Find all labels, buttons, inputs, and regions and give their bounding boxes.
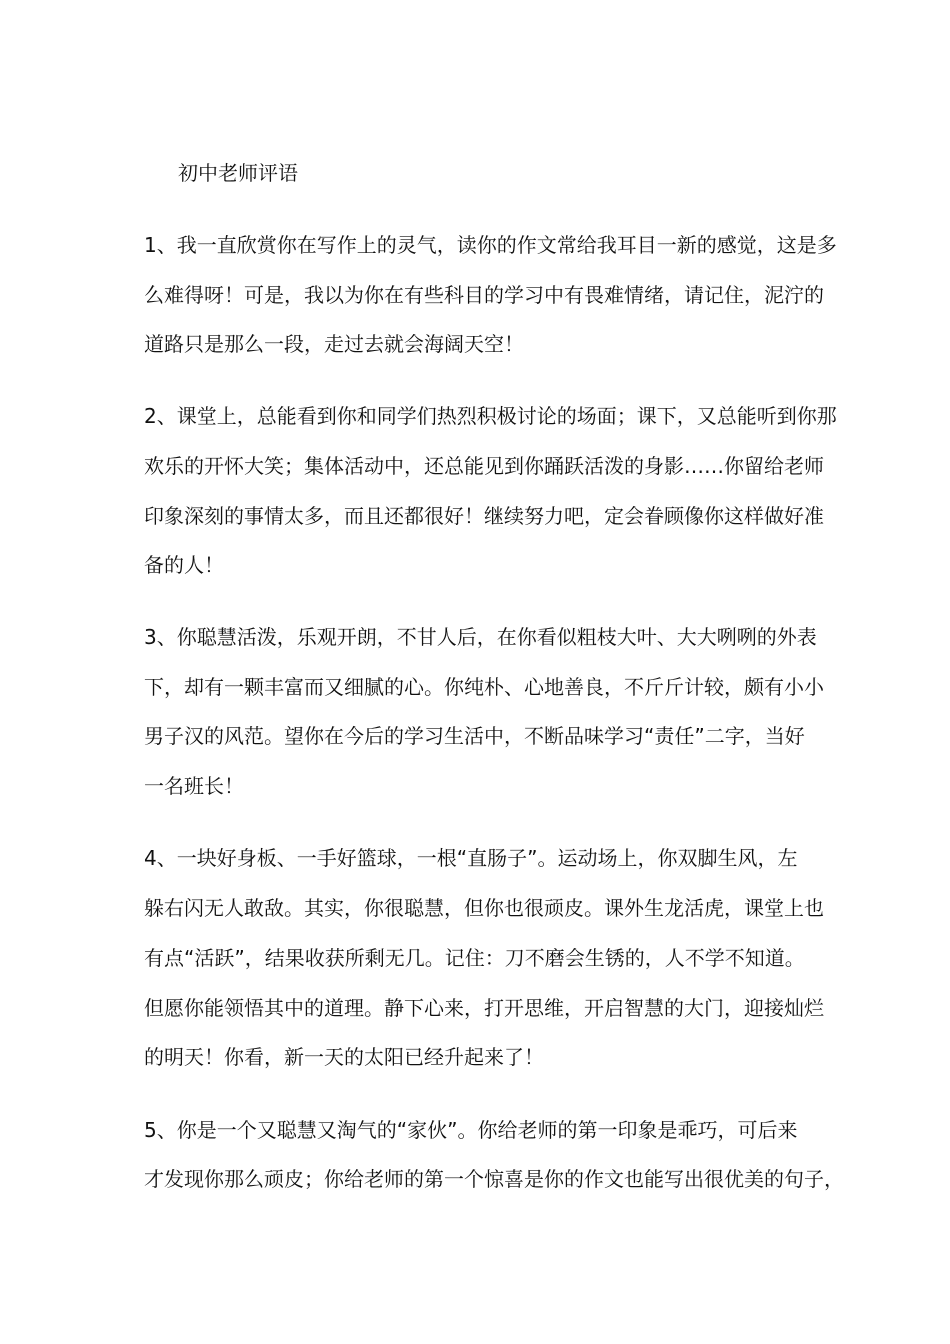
paragraph-1-line-2: 么难得呀！可是，我以为你在有些科目的学习中有畏难情绪，请记住，泥泞的 (144, 283, 824, 307)
paragraph-2-line-3: 印象深刻的事情太多，而且还都很好！继续努力吧，定会眷顾像你这样做好准 (144, 504, 824, 528)
paragraph-4-line-2: 躲右闪无人敢敌。其实，你很聪慧，但你也很顽皮。课外生龙活虎，课堂上也 (144, 896, 824, 920)
paragraph-3-line-1: 3、你聪慧活泼，乐观开朗，不甘人后，在你看似粗枝大叶、大大咧咧的外表 (144, 625, 817, 649)
paragraph-2-line-2: 欢乐的开怀大笑；集体活动中，还总能见到你踊跃活泼的身影……你留给老师 (144, 454, 824, 478)
paragraph-4-line-4: 但愿你能领悟其中的道理。静下心来，打开思维，开启智慧的大门，迎接灿烂 (144, 996, 824, 1020)
paragraph-4-line-5: 的明天！你看，新一天的太阳已经升起来了！ (144, 1045, 544, 1069)
paragraph-3-line-4: 一名班长！ (144, 774, 244, 798)
paragraph-3-line-3: 男子汉的风范。望你在今后的学习生活中，不断品味学习“责任”二字，当好 (144, 724, 805, 748)
document-title: 初中老师评语 (178, 161, 298, 185)
paragraph-1-line-3: 道路只是那么一段，走过去就会海阔天空！ (144, 332, 524, 356)
paragraph-2-line-1: 2、课堂上，总能看到你和同学们热烈积极讨论的场面；课下，又总能听到你那 (144, 404, 837, 428)
paragraph-2-line-4: 备的人！ (144, 553, 224, 577)
paragraph-4-line-1: 4、一块好身板、一手好篮球，一根“直肠子”。运动场上，你双脚生风，左 (144, 846, 798, 870)
paragraph-3-line-2: 下，却有一颗丰富而又细腻的心。你纯朴、心地善良，不斤斤计较，颇有小小 (144, 675, 824, 699)
paragraph-5-line-1: 5、你是一个又聪慧又淘气的“家伙”。你给老师的第一印象是乖巧，可后来 (144, 1118, 798, 1142)
paragraph-4-line-3: 有点“活跃”，结果收获所剩无几。记住：刀不磨会生锈的，人不学不知道。 (144, 946, 805, 970)
paragraph-1-line-1: 1、我一直欣赏你在写作上的灵气，读你的作文常给我耳目一新的感觉，这是多 (144, 233, 837, 257)
paragraph-5-line-2: 才发现你那么顽皮；你给老师的第一个惊喜是你的作文也能写出很优美的句子， (144, 1167, 844, 1191)
